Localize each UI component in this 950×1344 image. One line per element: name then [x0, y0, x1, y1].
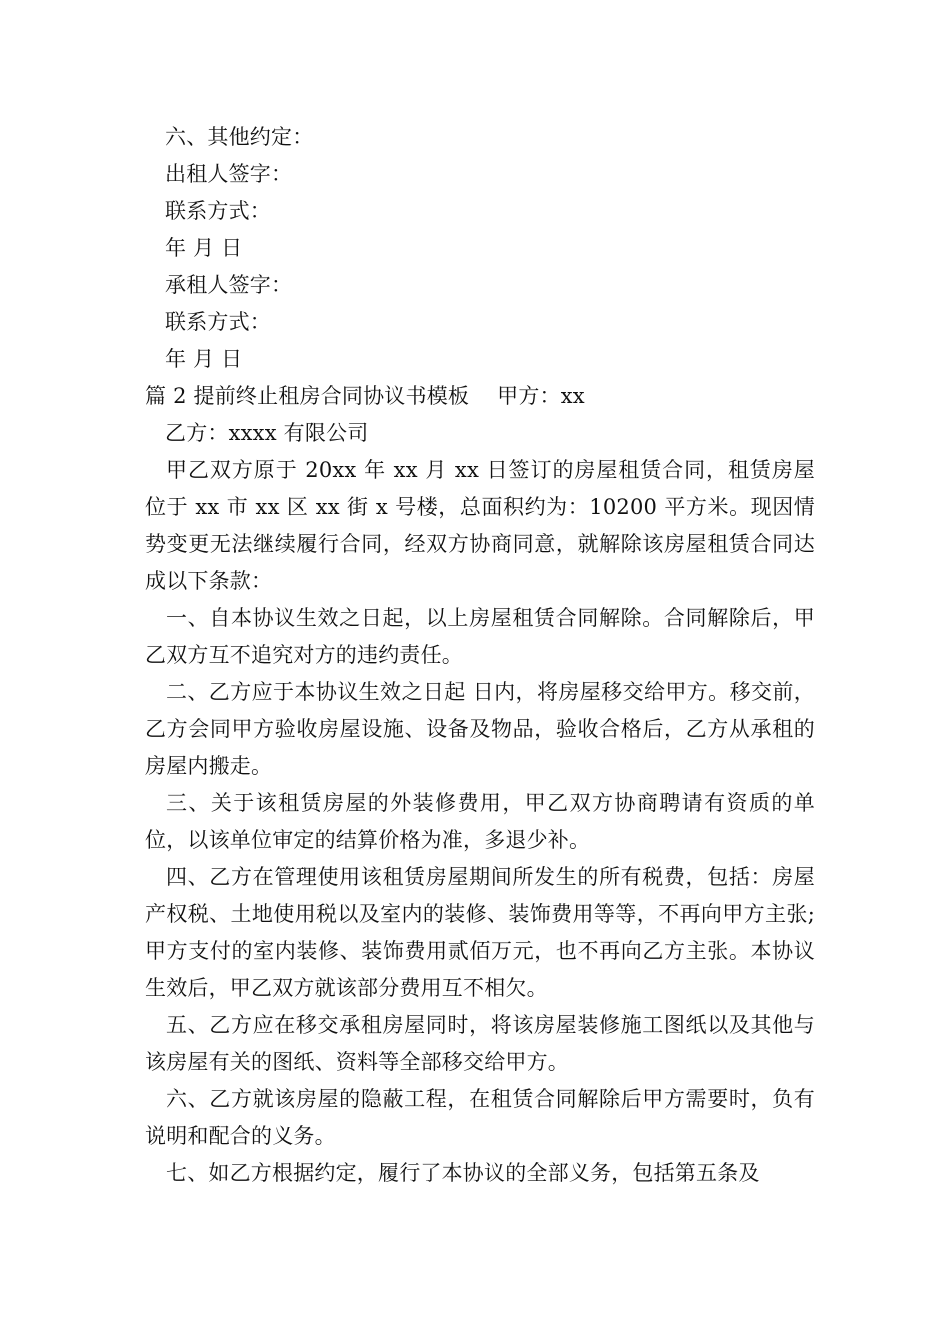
- clause-7: 七、如乙方根据约定，履行了本协议的全部义务，包括第五条及: [166, 1161, 760, 1185]
- section-title-line: [145, 378, 815, 415]
- section-title: 篇 2 提前终止租房合同协议书模板: [145, 384, 470, 408]
- lessor-date-label: 年 月 日: [165, 236, 243, 260]
- clause-4: 四、乙方在管理使用该租赁房屋期间所发生的所有税费，包括：房屋产权税、土地使用税以及室内的装修、装饰费用等等，不再向甲方主张;甲方支付的室内装修、装饰费用贰佰万元，也不再向乙方主张。本协议生效后，甲乙双方就该部分费用互不相欠。: [145, 865, 815, 1000]
- intro-paragraph: 甲乙双方原于 20xx 年 xx 月 xx 日签订的房屋租赁合同，租赁房屋位于 xx 市 xx 区 xx 街 x 号楼，总面积约为：10200 平方米。现因情势变更无法继续履行合同，经双方协商同意，就解除该房屋租赁合同达成以下条款：: [145, 458, 815, 593]
- clause-3: 三、关于该租赁房屋的外装修费用，甲乙双方协商聘请有资质的单位，以该单位审定的结算价格为准，多退少补。: [145, 791, 815, 852]
- clause-2: 二、乙方应于本协议生效之日起 日内，将房屋移交给甲方。移交前，乙方会同甲方验收房屋设施、设备及物品，验收合格后，乙方从承租的房屋内搬走。: [145, 680, 815, 778]
- lessor-signature-label: 出租人签字：: [165, 162, 293, 186]
- clause-5: 五、乙方应在移交承租房屋同时，将该房屋装修施工图纸以及其他与该房屋有关的图纸、资料等全部移交给甲方。: [145, 1013, 815, 1074]
- party-b-label: 乙方：xxxx 有限公司: [165, 421, 369, 445]
- party-a-label: 甲方：xx: [497, 384, 585, 408]
- clause-6: 六、乙方就该房屋的隐蔽工程，在租赁合同解除后甲方需要时，负有说明和配合的义务。: [145, 1087, 815, 1148]
- lessee-date-label: 年 月 日: [165, 347, 243, 371]
- lessee-contact-label: 联系方式：: [165, 310, 271, 334]
- document-body: [145, 119, 815, 1192]
- clause-1: 一、自本协议生效之日起，以上房屋租赁合同解除。合同解除后，甲乙双方互不追究对方的违约责任。: [145, 606, 815, 667]
- lessor-contact-label: 联系方式：: [165, 199, 271, 223]
- lessee-signature-label: 承租人签字：: [165, 273, 293, 297]
- other-terms-heading: 六、其他约定：: [165, 125, 314, 149]
